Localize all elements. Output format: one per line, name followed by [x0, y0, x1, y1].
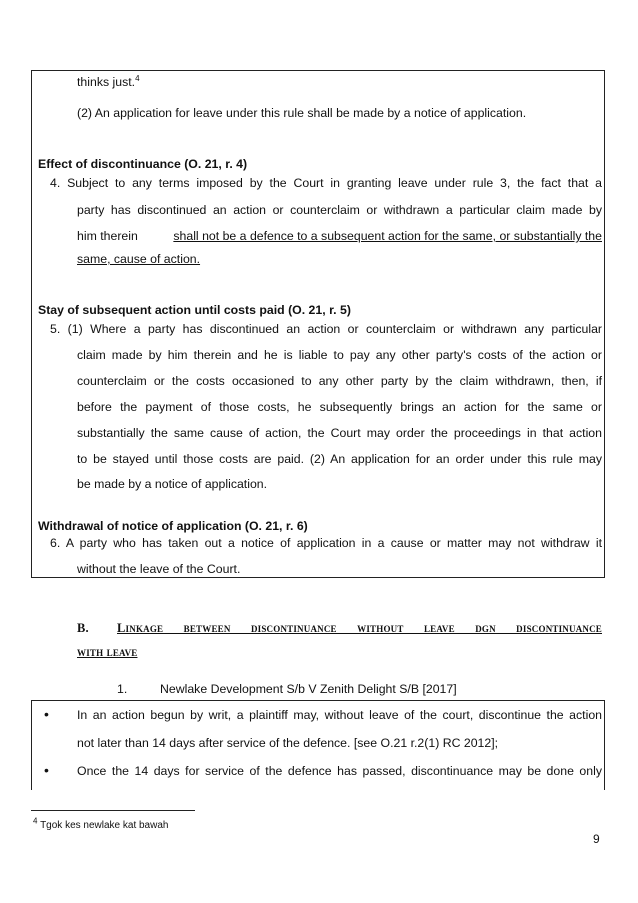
footnote-ref[interactable]: 4	[135, 73, 140, 83]
section-heading-b	[77, 619, 602, 661]
text-line: 4. Subject to any terms imposed by the Court in granting leave under rule 3, the fact that a	[50, 176, 602, 190]
case-number: 1.	[117, 682, 128, 696]
rule-heading: Effect of discontinuance (O. 21, r. 4)	[38, 157, 248, 171]
section-marker: B.	[77, 621, 89, 635]
footnote-number: 4	[33, 816, 38, 826]
footnote-text: Tgok kes newlake kat bawah	[40, 820, 169, 831]
text-line: 5. (1) Where a party has discontinued an action or counterclaim or withdrawn any particular	[50, 322, 602, 336]
text-line: counterclaim or the costs occasioned to any other party by the claim withdrawn, then, if	[77, 374, 602, 388]
rule-heading: Withdrawal of notice of application (O. 21, r. 6)	[38, 519, 308, 533]
text-line: without the leave of the Court.	[77, 562, 241, 576]
underlined-phrase: shall not be a defence to a subsequent action for the same, or substantially the	[173, 229, 602, 243]
text-line: him therein shall not be a defence to a subsequent action for the same, or substantially the	[77, 229, 602, 243]
section-title-cont: with leave	[77, 645, 138, 659]
footnote-divider	[31, 810, 195, 811]
bullet-icon: •	[44, 762, 49, 778]
case-name: Newlake Development S/b V Zenith Delight S/B [2017]	[160, 682, 457, 696]
rule-heading: Stay of subsequent action until costs paid (O. 21, r. 5)	[38, 303, 351, 317]
text-line: be made by a notice of application.	[77, 477, 268, 491]
bullet-icon: •	[44, 706, 49, 722]
text-line: before the payment of those costs, he subsequently brings an action for the same or	[77, 400, 602, 414]
footnote	[33, 816, 169, 833]
bullet-text: not later than 14 days after service of the defence. [see O.21 r.2(1) RC 2012];	[77, 736, 499, 750]
text-line: claim made by him therein and he is liable to pay any other party's costs of the action or	[77, 348, 602, 362]
page-number: 9	[593, 832, 600, 846]
text-line: (2) An application for leave under this rule shall be made by a notice of application.	[77, 106, 527, 120]
section-title: Linkage between discontinuance without leave dgn discontinuance	[117, 621, 602, 635]
text-line: thinks just.$^4$	[77, 73, 140, 89]
text-line: party has discontinued an action or counterclaim or withdrawn a particular claim made by	[77, 203, 602, 217]
text-line: 6. A party who has taken out a notice of application in a cause or matter may not withdraw it	[50, 536, 602, 550]
bullet-text: Once the 14 days for service of the defence has passed, discontinuance may be done only	[77, 764, 602, 778]
text-line: to be stayed until those costs are paid. (2) An application for an order under this rule may	[77, 452, 602, 466]
bullet-text: In an action begun by writ, a plaintiff may, without leave of the court, discontinue the action	[77, 708, 602, 722]
text-line: substantially the same cause of action, the Court may order the proceedings in that action	[77, 426, 602, 440]
underlined-phrase: same, cause of action.	[77, 252, 201, 266]
